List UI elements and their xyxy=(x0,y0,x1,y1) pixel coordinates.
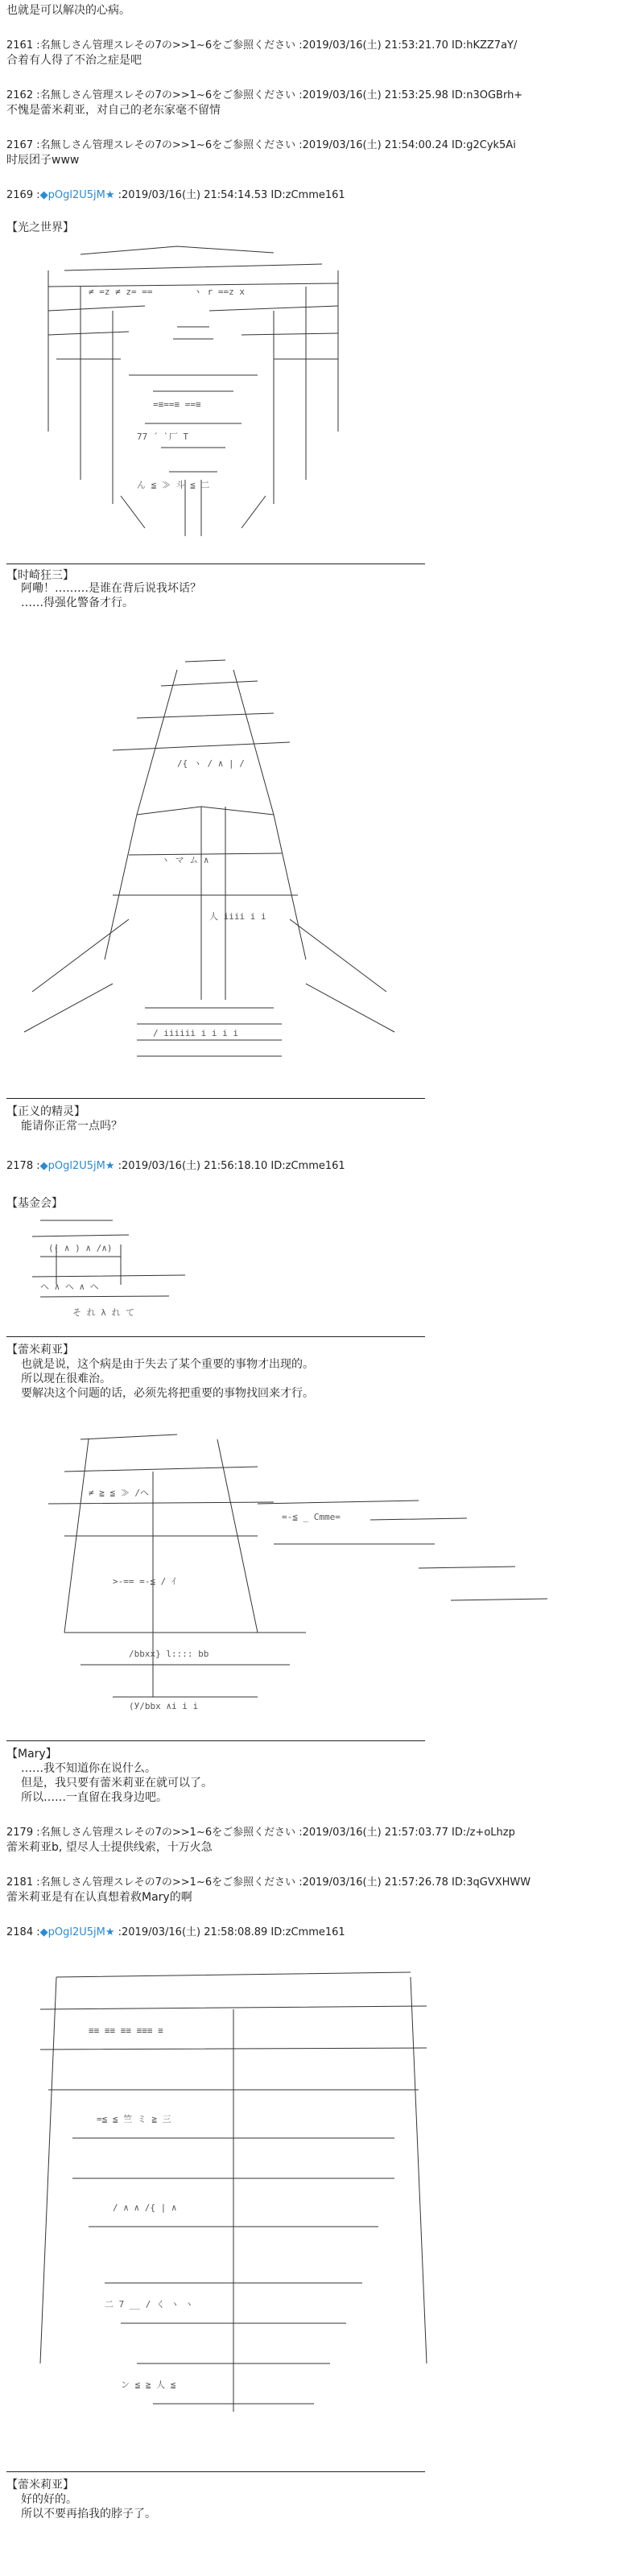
ascii-art-remilia-final xyxy=(24,1961,443,2436)
post-meta: :2019/03/16(土) 21:56:18.10 ID:zCmme161 xyxy=(114,1160,345,1172)
section-label: 【蕾米莉亚】 xyxy=(6,2479,74,2491)
svg-text:人 iiii i i: 人 iiii i i xyxy=(209,911,266,922)
svg-text:(( ∧ ) ∧ /∧): (( ∧ ) ∧ /∧) xyxy=(48,1243,113,1253)
dialogue-line: ……得强化警备才行。 xyxy=(21,597,134,609)
dialogue-line: 好的好的。 xyxy=(21,2493,77,2506)
post-number: 2178 : xyxy=(6,1160,40,1172)
svg-text:/ iiiiii i i i i: / iiiiii i i i i xyxy=(153,1028,238,1038)
dialogue-line: ……我不知道你在说什么。 xyxy=(21,1762,156,1775)
post-text: 蕾米莉亚b, 望尽人士提供线索，十万火急 xyxy=(6,1841,213,1854)
post-header-2181: 2181 :名無しさん管理スレその7の>>1~6をご参照ください :2019/03/16(土) 21:57:26.78 ID:3qGVXHWW xyxy=(6,1876,531,1889)
post-meta: :2019/03/16(土) 21:54:14.53 ID:zCmme161 xyxy=(114,189,345,201)
svg-text:>-== =-≦ / ｲ: >-== =-≦ / ｲ xyxy=(113,1576,176,1587)
dialogue-line: 能请你正常一点吗？ xyxy=(21,1120,122,1133)
divider xyxy=(6,1336,425,1337)
svg-text:77 ´ `厂 T: 77 ´ `厂 T xyxy=(137,431,188,442)
ascii-art-foundation-sign xyxy=(24,1212,209,1325)
ascii-art-remilia-mary xyxy=(16,1423,580,1729)
section-label: 【光之世界】 xyxy=(6,221,74,234)
svg-text:/bbxx} l:::: bb: /bbxx} l:::: bb xyxy=(129,1649,209,1659)
dialogue-line: 所以不要再掐我的脖子了。 xyxy=(21,2508,156,2520)
author-trip-link[interactable]: ◆pOgl2U5jM xyxy=(39,1926,105,1938)
svg-text:ン ≦ ≧ 人 ≦: ン ≦ ≧ 人 ≦ xyxy=(121,2380,176,2390)
post-header-2179: 2179 :名無しさん管理スレその7の>>1~6をご参照ください :2019/03/16(土) 21:57:03.77 ID:/z+oLhzp xyxy=(6,1827,515,1839)
post-header-2169 xyxy=(6,188,345,203)
svg-text:=-≦ _ Cmme=: =-≦ _ Cmme= xyxy=(282,1512,341,1522)
post-header-2161: 2161 :名無しさん管理スレその7の>>1~6をご参照ください :2019/03/16(土) 21:53:21.70 ID:hKZZ7aY/ xyxy=(6,39,518,52)
svg-text:ヘ ∧ ヘ ∧ ヘ: ヘ ∧ ヘ ∧ ヘ xyxy=(40,1282,99,1292)
dialogue-line: 要解决这个问题的话，必须先将把重要的事物找回来才行。 xyxy=(21,1387,314,1400)
svg-text:二 7 __ / く ヽ ヽ: 二 7 __ / く ヽ ヽ xyxy=(105,2299,194,2310)
section-label: 【正义的精灵】 xyxy=(6,1105,85,1118)
post-header-2178 xyxy=(6,1159,345,1174)
post-number: 2184 : xyxy=(6,1926,40,1938)
author-trip-link[interactable]: ◆pOgl2U5jM xyxy=(39,189,105,201)
divider xyxy=(6,1098,425,1099)
svg-text:≠ =z ≠ z= ==: ≠ =z ≠ z= == xyxy=(89,287,153,297)
post-text: 时辰团子www xyxy=(6,154,80,167)
dialogue-line: 但是，我只要有蕾米莉亚在就可以了。 xyxy=(21,1777,213,1790)
star-icon: ★ xyxy=(105,1160,115,1172)
post-header-2162: 2162 :名無しさん管理スレその7の>>1~6をご参照ください :2019/03/16(土) 21:53:25.98 ID:n3OGBrh+ xyxy=(6,89,523,101)
dialogue-line: 所以现在很难治。 xyxy=(21,1373,111,1385)
post-text: 不愧是蕾米莉亚，对自己的老东家毫不留情 xyxy=(6,104,221,117)
dialogue-line: 也就是说，这个病是由于失去了某个重要的事物才出现的。 xyxy=(21,1358,314,1371)
section-label: 【蕾米莉亚】 xyxy=(6,1344,74,1356)
svg-text:ヽ マ ム ∧: ヽ マ ム ∧ xyxy=(161,855,209,865)
svg-text:/ ∧ ∧ /{ | ∧: / ∧ ∧ /{ | ∧ xyxy=(113,2202,177,2213)
star-icon: ★ xyxy=(105,1926,115,1938)
post-number: 2169 : xyxy=(6,189,40,201)
divider xyxy=(6,1740,425,1741)
star-icon: ★ xyxy=(105,189,115,201)
svg-text:≡≡ ≡≡ ≡≡ ≡≡≡ ≡: ≡≡ ≡≡ ≡≡ ≡≡≡ ≡ xyxy=(89,2025,163,2036)
post-text: 合着有人得了不治之症是吧 xyxy=(6,54,142,67)
post-text: 蕾米莉亚是有在认真想着救Mary的啊 xyxy=(6,1891,192,1904)
svg-text:=≦ ≦ 竺 ミ ≧ 三: =≦ ≦ 竺 ミ ≧ 三 xyxy=(97,2114,171,2124)
post-header-2184 xyxy=(6,1926,345,1940)
post-header-2167: 2167 :名無しさん管理スレその7の>>1~6をご参照ください :2019/03/16(土) 21:54:00.24 ID:g2Cyk5Ai xyxy=(6,139,516,151)
svg-text:≠ ≧ ≦ ≫ /ヘ: ≠ ≧ ≦ ≫ /ヘ xyxy=(89,1488,149,1498)
ascii-art-scene-light-world xyxy=(32,238,370,548)
section-label: 【基金会】 xyxy=(6,1197,63,1210)
svg-text:=≡==≡ ==≡: =≡==≡ ==≡ xyxy=(153,399,201,410)
svg-text:(У/bbx ∧i i i: (У/bbx ∧i i i xyxy=(129,1701,199,1711)
post-text: 也就是可以解决的心病。 xyxy=(6,4,130,17)
svg-text:そ れ λ れ て: そ れ λ れ て xyxy=(72,1307,135,1318)
svg-text:ん ≦ ≫ 斗 ≦ 二: ん ≦ ≫ 斗 ≦ 二 xyxy=(137,480,210,490)
post-meta: :2019/03/16(土) 21:58:08.89 ID:zCmme161 xyxy=(114,1926,345,1938)
section-label: 【时崎狂三】 xyxy=(6,569,74,582)
author-trip-link[interactable]: ◆pOgl2U5jM xyxy=(39,1160,105,1172)
ascii-art-figure-kurumi xyxy=(16,654,402,1072)
svg-text:ヽ r ==z x: ヽ r ==z x xyxy=(193,287,245,297)
divider xyxy=(6,2471,425,2472)
svg-text:/{ ヽ / ∧ | /: /{ ヽ / ∧ | / xyxy=(177,758,245,769)
section-label: 【Mary】 xyxy=(6,1748,57,1761)
dialogue-line: 阿嘞！………是谁在背后说我坏话？ xyxy=(21,582,201,595)
dialogue-line: 所以……一直留在我身边吧。 xyxy=(21,1791,167,1804)
